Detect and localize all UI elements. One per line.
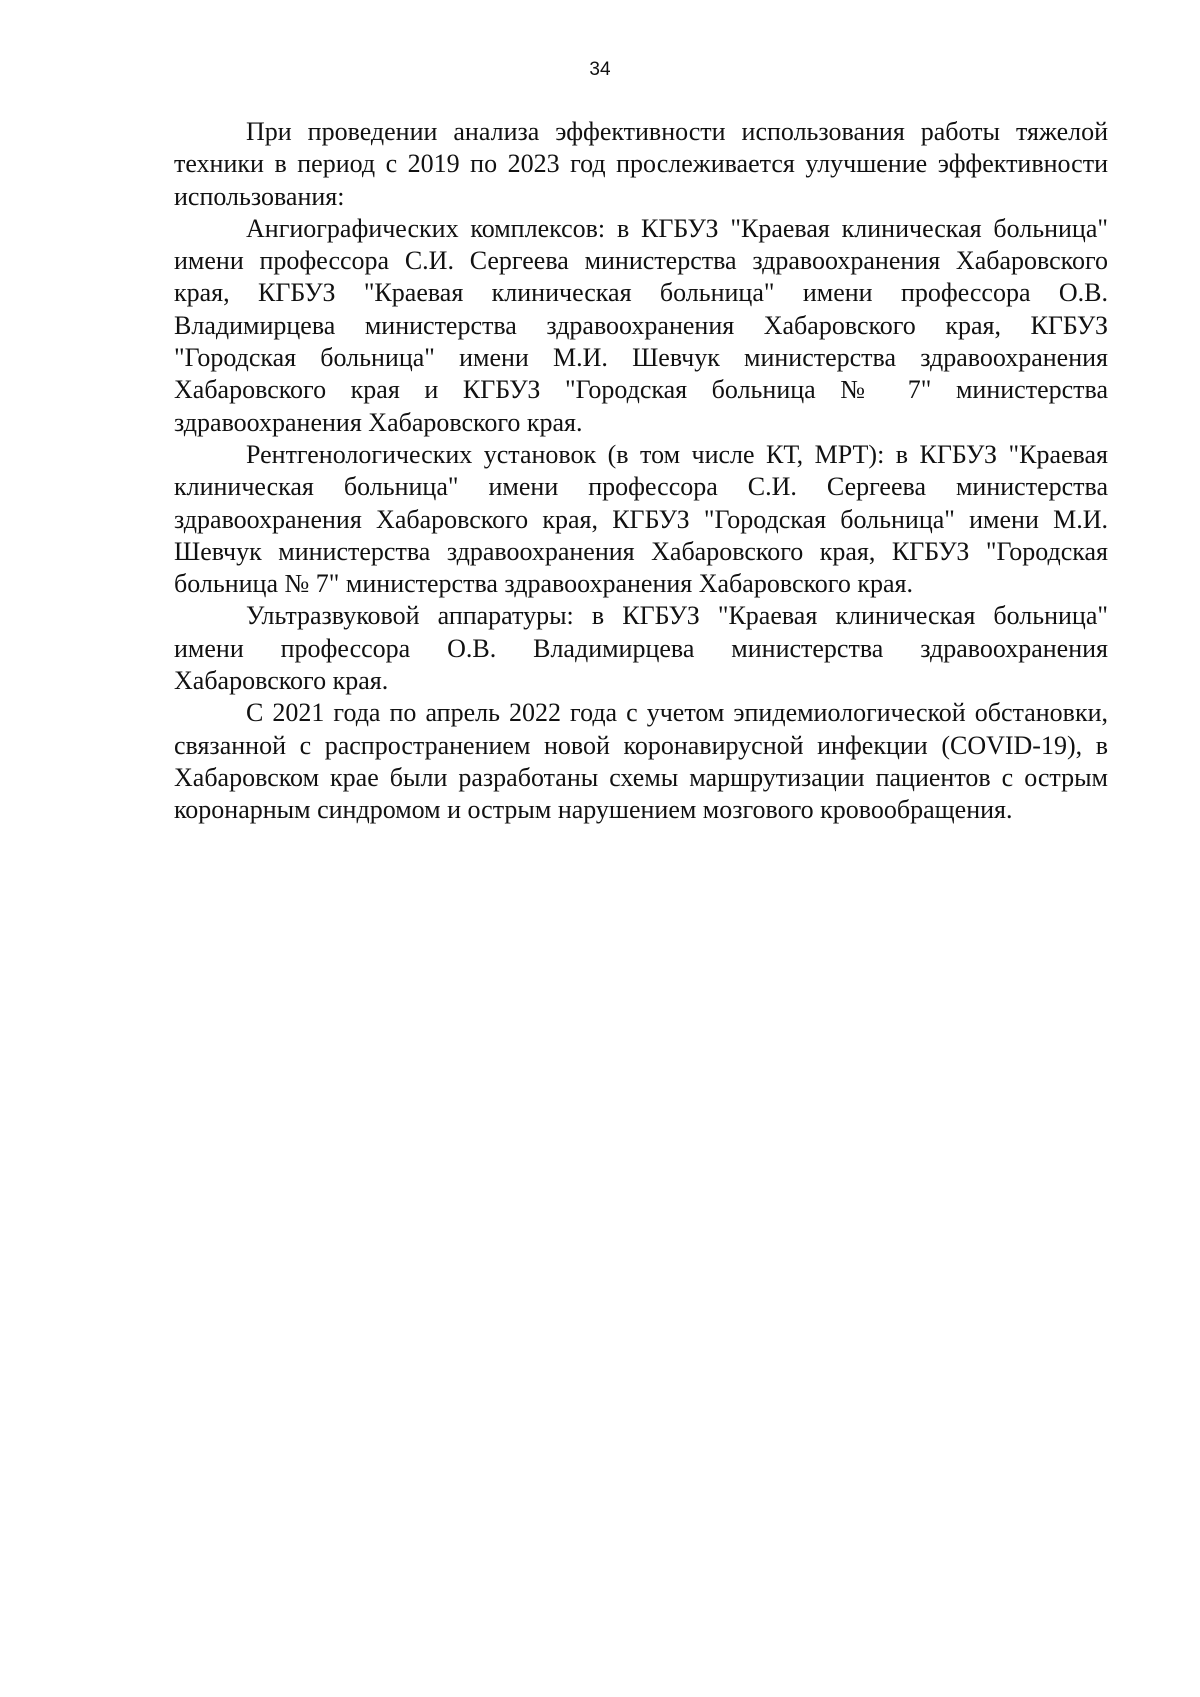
- document-body: [174, 116, 1108, 827]
- paragraph-angiography-complexes: Ангиографических комплексов: в КГБУЗ "Краевая клиническая больница" имени профессора С.И. Сергеева министерства здравоохранения Хабаровского края, КГБУЗ "Краевая клиническая больница" имени профессора О.В. Владимирцева министерства здравоохранения Хабаровского края, КГБУЗ "Городская больница" имени М.И. Шевчук министерства здравоохранения Хабаровского края и КГБУЗ "Городская больница № 7" министерства здравоохранения Хабаровского края.: [174, 213, 1108, 437]
- paragraph-equipment-efficiency: При проведении анализа эффективности использования работы тяжелой техники в период с 2019 по 2023 год прослеживается улучшение эффективности использования:: [174, 117, 1108, 211]
- page-number: 34: [589, 59, 611, 80]
- paragraph-ultrasound-equipment: Ультразвуковой аппаратуры: в КГБУЗ "Краевая клиническая больница" имени профессора О.В. Владимирцева министерства здравоохранения Хабаровского края.: [174, 601, 1108, 696]
- paragraph-covid-routing: С 2021 года по апрель 2022 года с учетом эпидемиологической обстановки, связанной с распространением новой коронавирусной инфекции (COVID-19), в Хабаровском крае были разработаны схемы маршрутизации пациентов с острым коронарным синдромом и острым нарушением мозгового кровообращения.: [174, 698, 1108, 825]
- paragraph-radiology-units: Рентгенологических установок (в том числе КТ, МРТ): в КГБУЗ "Краевая клиническая больница" имени профессора С.И. Сергеева министерства здравоохранения Хабаровского края, КГБУЗ "Городская больница" имени М.И. Шевчук министерства здравоохранения Хабаровского края, КГБУЗ "Городская больница № 7" министерства здравоохранения Хабаровского края.: [174, 439, 1108, 599]
